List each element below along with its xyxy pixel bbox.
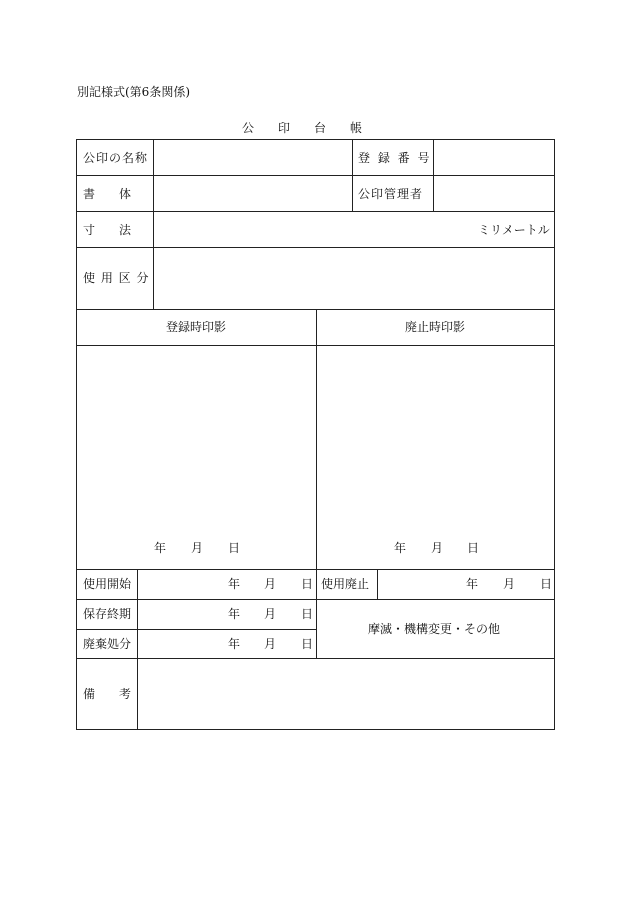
retention-end-month: 月 bbox=[264, 607, 277, 621]
retention-end-year: 年 bbox=[228, 607, 241, 621]
table-rule bbox=[76, 139, 77, 730]
use-start-label: 使用開始 bbox=[83, 577, 132, 591]
table-rule bbox=[76, 729, 555, 730]
use-start-day: 日 bbox=[301, 577, 314, 591]
table-rule bbox=[433, 139, 434, 211]
abolished-date-day: 日 bbox=[467, 541, 480, 555]
use-end-label: 使用廃止 bbox=[321, 577, 370, 591]
registered-impression-area[interactable] bbox=[78, 347, 314, 532]
use-start-year: 年 bbox=[228, 577, 241, 591]
registered-date-year: 年 bbox=[154, 541, 167, 555]
manager-label: 公印管理者 bbox=[358, 187, 424, 201]
table-rule bbox=[377, 569, 378, 599]
typeface-label: 書 体 bbox=[83, 187, 132, 201]
table-rule bbox=[76, 139, 555, 140]
table-rule bbox=[554, 139, 555, 730]
registered-date-month: 月 bbox=[191, 541, 204, 555]
table-rule bbox=[352, 139, 353, 211]
table-rule bbox=[316, 309, 317, 658]
remarks-label: 備 考 bbox=[83, 687, 132, 701]
seal-name-label: 公印の名称 bbox=[83, 151, 149, 165]
registered-impression-label: 登録時印影 bbox=[166, 320, 227, 334]
disposal-year: 年 bbox=[228, 637, 241, 651]
disposal-month: 月 bbox=[264, 637, 277, 651]
table-rule bbox=[76, 247, 555, 248]
retention-end-label: 保存終期 bbox=[83, 607, 132, 621]
abolition-reasons: 摩滅・機構変更・その他 bbox=[368, 622, 501, 636]
page-title: 公 印 台 帳 bbox=[242, 121, 363, 135]
table-rule bbox=[76, 658, 555, 659]
registered-date-day: 日 bbox=[228, 541, 241, 555]
size-label: 寸 法 bbox=[83, 223, 132, 237]
abolished-date-month: 月 bbox=[431, 541, 444, 555]
table-rule bbox=[76, 629, 316, 630]
use-end-day: 日 bbox=[540, 577, 553, 591]
registration-number-label: 登 録 番 号 bbox=[358, 151, 432, 165]
table-rule bbox=[137, 569, 138, 730]
retention-end-day: 日 bbox=[301, 607, 314, 621]
disposal-day: 日 bbox=[301, 637, 314, 651]
table-rule bbox=[76, 211, 555, 212]
abolished-impression-area[interactable] bbox=[318, 347, 552, 532]
table-rule bbox=[153, 139, 154, 309]
abolished-date-year: 年 bbox=[394, 541, 407, 555]
disposal-label: 廃棄処分 bbox=[83, 637, 132, 651]
abolished-impression-label: 廃止時印影 bbox=[405, 320, 466, 334]
use-end-year: 年 bbox=[466, 577, 479, 591]
use-start-month: 月 bbox=[264, 577, 277, 591]
use-end-month: 月 bbox=[503, 577, 516, 591]
form-label: 別記様式(第6条関係) bbox=[77, 85, 190, 99]
usage-category-label: 使 用 区 分 bbox=[83, 271, 150, 285]
size-unit: ミリメートル bbox=[478, 223, 550, 237]
table-rule bbox=[76, 175, 555, 176]
